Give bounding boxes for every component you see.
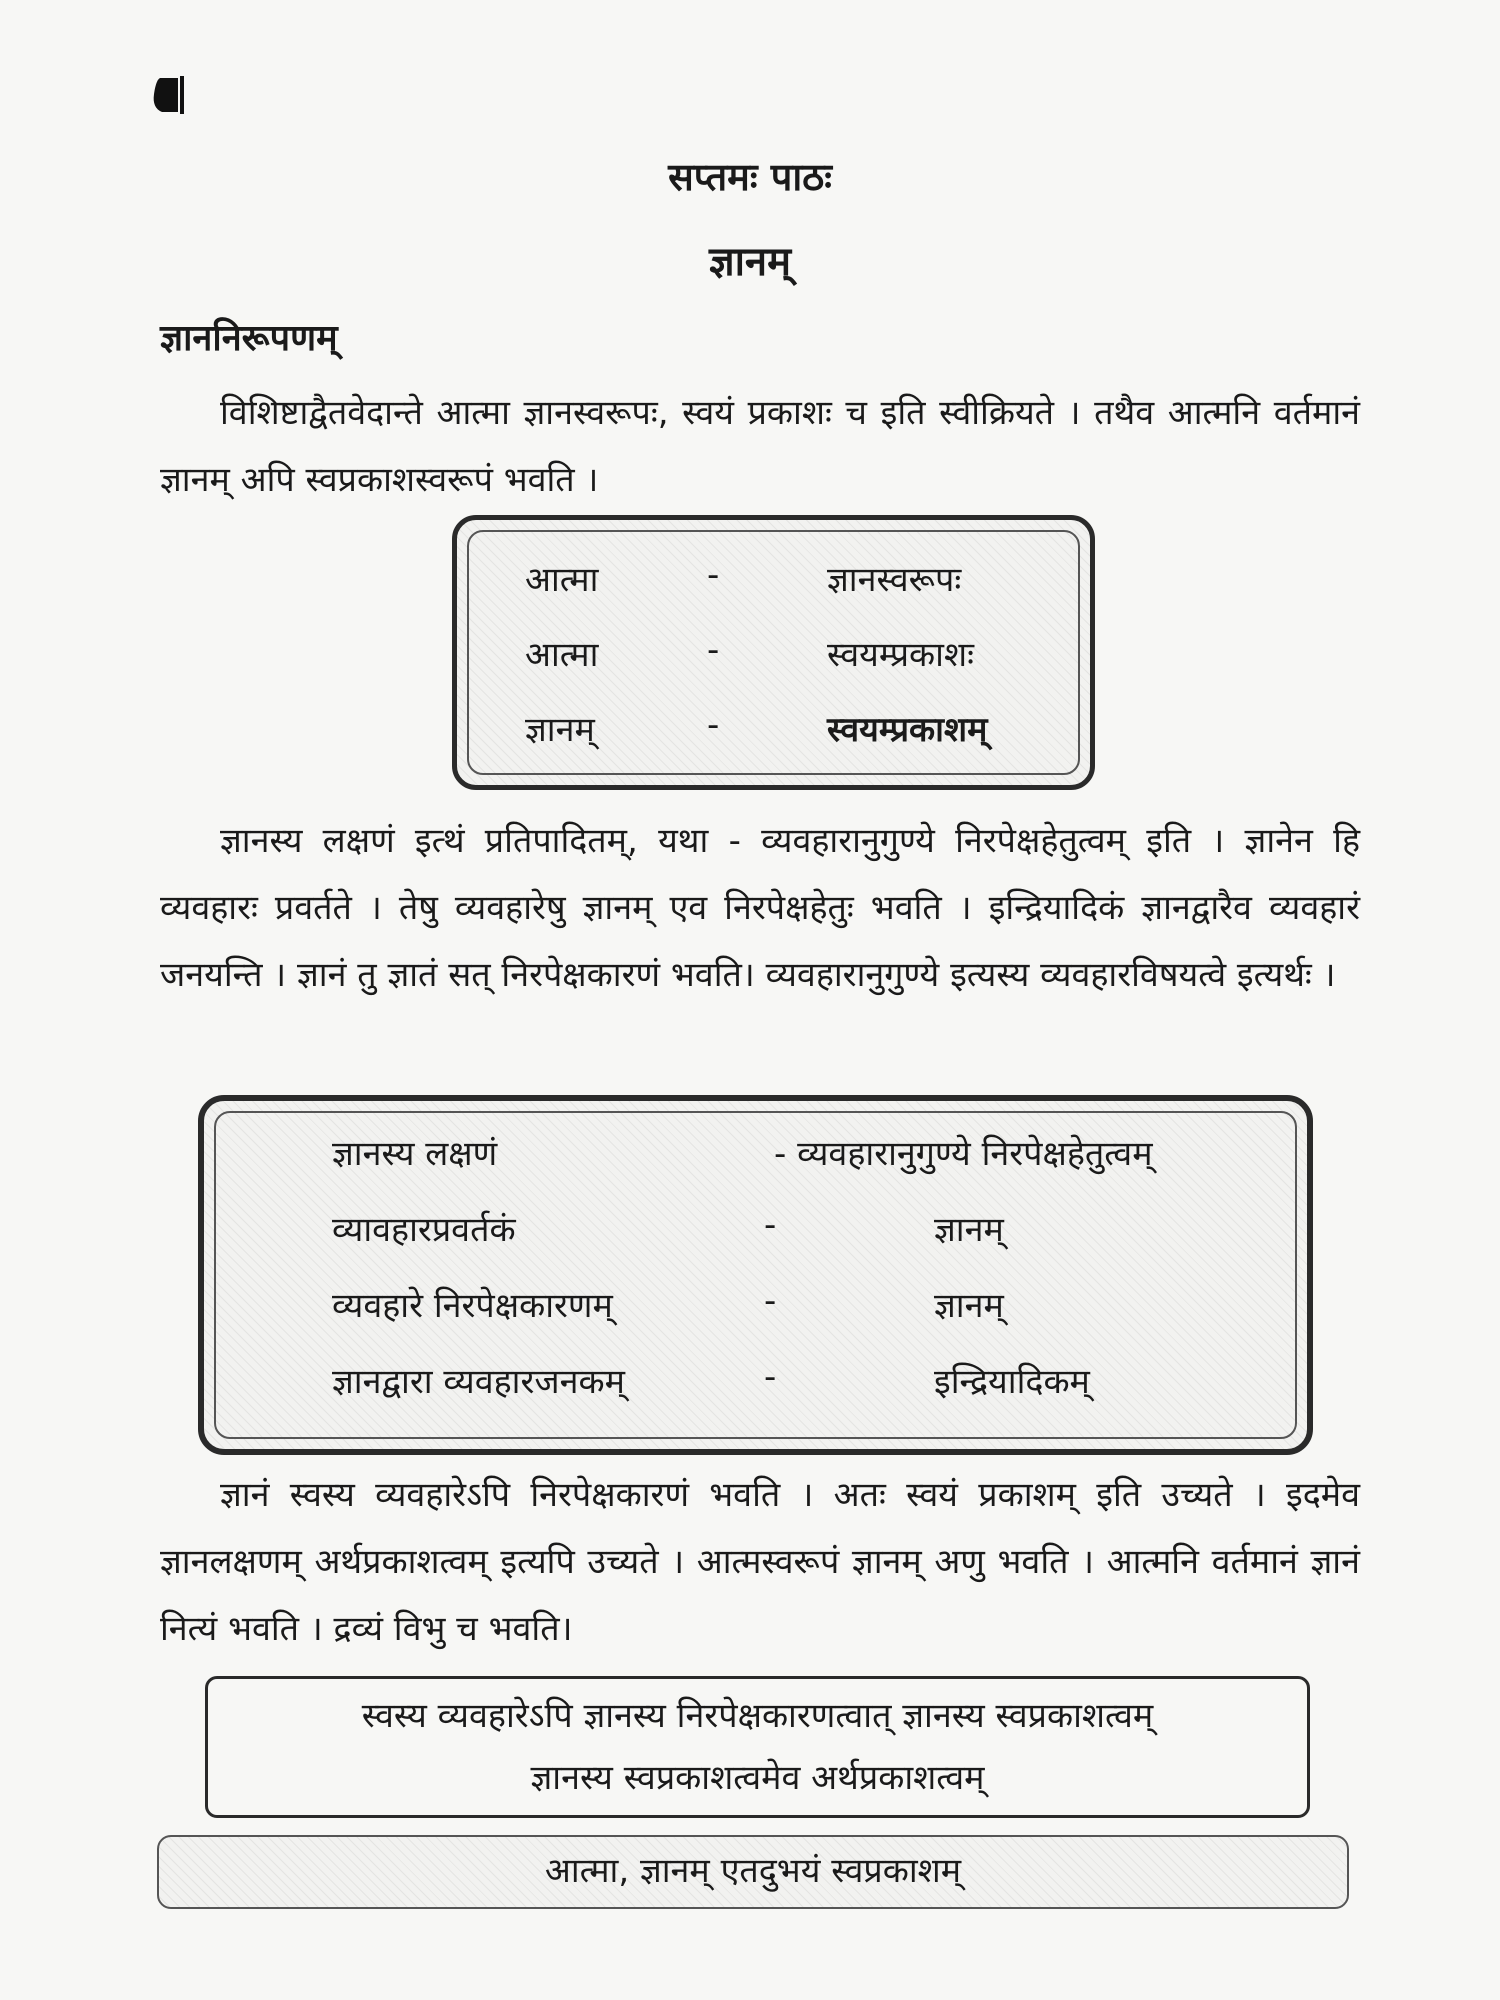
section-heading: ज्ञाननिरूपणम् bbox=[160, 318, 338, 359]
summary-separator: - bbox=[764, 1281, 777, 1321]
summary-term: ज्ञानम् bbox=[525, 710, 595, 750]
summary-separator: - bbox=[707, 630, 720, 670]
topic-title: ज्ञानम् bbox=[708, 239, 792, 285]
key-point-line-2: ज्ञानस्य स्वप्रकाशत्वमेव अर्थप्रकाशत्वम् bbox=[530, 1758, 985, 1798]
summary-value: - व्यवहारानुगुण्ये निरपेक्षहेतुत्वम् bbox=[774, 1134, 1153, 1174]
summary-value: ज्ञानम् bbox=[934, 1210, 1004, 1250]
summary-box-atma bbox=[452, 515, 1095, 790]
paragraph-1 bbox=[160, 380, 1360, 514]
summary-box-lakshana bbox=[198, 1095, 1313, 1455]
summary-term: ज्ञानद्वारा व्यवहारजनकम् bbox=[332, 1362, 625, 1402]
summary-separator: - bbox=[764, 1357, 777, 1397]
conclusion-box bbox=[157, 1835, 1349, 1909]
summary-separator: - bbox=[707, 555, 720, 595]
page-corner-mark-icon bbox=[150, 72, 188, 118]
summary-term: व्यावहारप्रवर्तकं bbox=[332, 1210, 516, 1250]
paragraph-2 bbox=[160, 808, 1360, 1009]
summary-value: इन्द्रियादिकम् bbox=[934, 1362, 1090, 1402]
paragraph-2-text: ज्ञानस्य लक्षणं इत्थं प्रतिपादितम्, यथा - व्यवहारानुगुण्ये निरपेक्षहेतुत्वम् इति । ज्ञानेन हि व्यवहारः प्रवर्तते । तेषु व्यवहारेषु ज्ञानम् एव निरपेक्षहेतुः भवति । इन्द्रियादिकं ज्ञानद्वारैव व्यवहारं जनयन्ति । ज्ञानं तु ज्ञातं सत् निरपेक्षकारणं भवति। व्यवहारानुगुण्ये इत्यस्य व्यवहारविषयत्वे इत्यर्थः । bbox=[160, 821, 1360, 995]
key-point-box bbox=[205, 1676, 1310, 1818]
summary-separator: - bbox=[707, 705, 720, 745]
summary-value: ज्ञानम् bbox=[934, 1286, 1004, 1326]
summary-value: ज्ञानस्वरूपः bbox=[827, 560, 962, 600]
summary-term: आत्मा bbox=[525, 560, 599, 600]
summary-value: स्वयम्प्रकाशः bbox=[827, 635, 974, 675]
conclusion-text: आत्मा, ज्ञानम् एतदुभयं स्वप्रकाशम् bbox=[544, 1851, 962, 1891]
summary-term: व्यवहारे निरपेक्षकारणम् bbox=[332, 1286, 613, 1326]
paragraph-3 bbox=[160, 1462, 1360, 1663]
key-point-line-1: स्वस्य व्यवहारेऽपि ज्ञानस्य निरपेक्षकारणत्वात् ज्ञानस्य स्वप्रकाशत्वम् bbox=[361, 1696, 1154, 1736]
paragraph-1-text: विशिष्टाद्वैतवेदान्ते आत्मा ज्ञानस्वरूपः, स्वयं प्रकाशः च इति स्वीक्रियते । तथैव आत्मनि वर्तमानं ज्ञानम् अपि स्वप्रकाशस्वरूपं भवति । bbox=[160, 393, 1360, 500]
paragraph-3-text: ज्ञानं स्वस्य व्यवहारेऽपि निरपेक्षकारणं भवति । अतः स्वयं प्रकाशम् इति उच्यते । इदमेव ज्ञानलक्षणम् अर्थप्रकाशत्वम् इत्यपि उच्यते । आत्मस्वरूपं ज्ञानम् अणु भवति । आत्मनि वर्तमानं ज्ञानं नित्यं भवति । द्रव्यं विभु च भवति। bbox=[160, 1475, 1360, 1649]
summary-term: आत्मा bbox=[525, 635, 599, 675]
summary-separator: - bbox=[764, 1205, 777, 1245]
summary-term: ज्ञानस्य लक्षणं bbox=[332, 1134, 498, 1174]
summary-value: स्वयम्प्रकाशम् bbox=[827, 710, 988, 750]
lesson-title: सप्तमः पाठः bbox=[668, 155, 832, 199]
